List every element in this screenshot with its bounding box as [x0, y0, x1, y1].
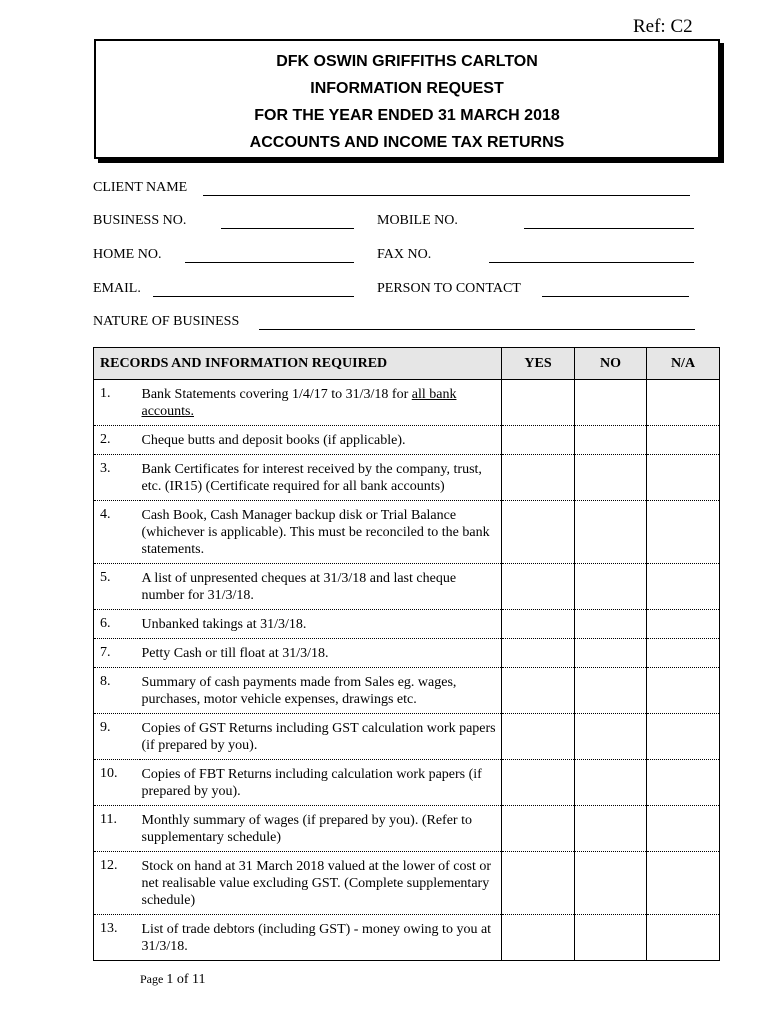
fax-no-field[interactable]: [489, 262, 694, 263]
yes-checkbox-cell[interactable]: [502, 455, 575, 501]
row-description-text: Bank Certificates for interest received by the company, trust, etc. (IR15) (Certificate required for all bank accounts): [141, 462, 482, 494]
no-column-header: NO: [575, 348, 647, 380]
business-no-label: BUSINESS NO.: [93, 213, 187, 228]
table-row: [94, 760, 720, 806]
page-footer: [140, 972, 205, 988]
nature-of-business-label: NATURE OF BUSINESS: [93, 314, 240, 329]
yes-checkbox-cell[interactable]: [502, 639, 575, 668]
no-checkbox-cell[interactable]: [575, 564, 647, 610]
form-subject: ACCOUNTS AND INCOME TAX RETURNS: [249, 134, 565, 151]
table-row: [94, 915, 720, 961]
table-row: [94, 639, 720, 668]
no-checkbox-cell[interactable]: [575, 610, 647, 639]
row-number: 3.: [94, 455, 140, 501]
na-checkbox-cell[interactable]: [647, 455, 720, 501]
row-description: [140, 501, 502, 564]
na-checkbox-cell[interactable]: [647, 564, 720, 610]
na-checkbox-cell[interactable]: [647, 668, 720, 714]
na-checkbox-cell[interactable]: [647, 380, 720, 426]
yes-checkbox-cell[interactable]: [502, 501, 575, 564]
na-checkbox-cell[interactable]: [647, 426, 720, 455]
row-description: [140, 668, 502, 714]
records-table: [93, 347, 720, 961]
page-number: 1 of 11: [166, 972, 206, 987]
table-row: [94, 852, 720, 915]
table-row: [94, 564, 720, 610]
row-number: 1.: [94, 380, 140, 426]
yes-checkbox-cell[interactable]: [502, 380, 575, 426]
row-description-text: Cash Book, Cash Manager backup disk or Trial Balance (whichever is applicable). This must be reconciled to the bank statements.: [141, 508, 490, 557]
no-checkbox-cell[interactable]: [575, 380, 647, 426]
row-description: [140, 714, 502, 760]
home-no-label: HOME NO.: [93, 247, 162, 262]
row-description-text: Summary of cash payments made from Sales eg. wages, purchases, motor vehicle expenses, drawings etc.: [141, 675, 457, 707]
email-field[interactable]: [153, 296, 354, 297]
table-row: [94, 501, 720, 564]
row-description: [140, 852, 502, 915]
row-description-text: Bank Statements covering 1/4/17 to 31/3/18 for: [141, 387, 412, 402]
table-row: [94, 610, 720, 639]
na-checkbox-cell[interactable]: [647, 714, 720, 760]
no-checkbox-cell[interactable]: [575, 501, 647, 564]
no-checkbox-cell[interactable]: [575, 714, 647, 760]
email-label: EMAIL.: [93, 281, 141, 296]
yes-checkbox-cell[interactable]: [502, 564, 575, 610]
na-checkbox-cell[interactable]: [647, 639, 720, 668]
page-word: Page: [140, 972, 164, 986]
form-title: INFORMATION REQUEST: [310, 80, 504, 97]
no-checkbox-cell[interactable]: [575, 639, 647, 668]
row-number: 13.: [94, 915, 140, 961]
row-number: 5.: [94, 564, 140, 610]
row-description: [140, 806, 502, 852]
yes-checkbox-cell[interactable]: [502, 668, 575, 714]
row-description: [140, 564, 502, 610]
row-description: [140, 380, 502, 426]
row-description-text: Stock on hand at 31 March 2018 valued at the lower of cost or net realisable value excluding GST. (Complete supplementary schedule): [141, 859, 492, 908]
row-description: [140, 455, 502, 501]
no-checkbox-cell[interactable]: [575, 668, 647, 714]
na-checkbox-cell[interactable]: [647, 852, 720, 915]
na-checkbox-cell[interactable]: [647, 806, 720, 852]
reference-code: Ref: C2: [633, 16, 693, 37]
records-column-header: RECORDS AND INFORMATION REQUIRED: [94, 348, 502, 380]
mobile-no-field[interactable]: [524, 228, 694, 229]
na-checkbox-cell[interactable]: [647, 501, 720, 564]
table-row: [94, 455, 720, 501]
row-description-text: Petty Cash or till float at 31/3/18.: [141, 646, 329, 661]
form-period: FOR THE YEAR ENDED 31 MARCH 2018: [254, 107, 560, 124]
row-description-text: A list of unpresented cheques at 31/3/18 and last cheque number for 31/3/18.: [141, 571, 457, 603]
row-number: 4.: [94, 501, 140, 564]
no-checkbox-cell[interactable]: [575, 852, 647, 915]
yes-column-header: YES: [502, 348, 575, 380]
row-description-text: Unbanked takings at 31/3/18.: [141, 617, 307, 632]
row-number: 2.: [94, 426, 140, 455]
row-number: 12.: [94, 852, 140, 915]
row-number: 9.: [94, 714, 140, 760]
row-description-underlined: all bank accounts.: [141, 387, 457, 419]
firm-name: DFK OSWIN GRIFFITHS CARLTON: [276, 53, 538, 70]
no-checkbox-cell[interactable]: [575, 915, 647, 961]
table-row: [94, 714, 720, 760]
table-row: [94, 380, 720, 426]
fax-no-label: FAX NO.: [377, 247, 432, 262]
row-number: 8.: [94, 668, 140, 714]
yes-checkbox-cell[interactable]: [502, 915, 575, 961]
home-no-field[interactable]: [185, 262, 354, 263]
row-number: 6.: [94, 610, 140, 639]
yes-checkbox-cell[interactable]: [502, 426, 575, 455]
business-no-field[interactable]: [221, 228, 354, 229]
client-name-label: CLIENT NAME: [93, 180, 188, 195]
yes-checkbox-cell[interactable]: [502, 760, 575, 806]
table-row: [94, 668, 720, 714]
na-checkbox-cell[interactable]: [647, 610, 720, 639]
row-description: [140, 760, 502, 806]
row-description-text: Monthly summary of wages (if prepared by you). (Refer to supplementary schedule): [141, 813, 472, 845]
no-checkbox-cell[interactable]: [575, 760, 647, 806]
na-checkbox-cell[interactable]: [647, 915, 720, 961]
yes-checkbox-cell[interactable]: [502, 806, 575, 852]
row-number: 10.: [94, 760, 140, 806]
row-description: [140, 915, 502, 961]
mobile-no-label: MOBILE NO.: [377, 213, 458, 228]
row-description: [140, 639, 502, 668]
nature-of-business-field[interactable]: [259, 329, 695, 330]
row-description: [140, 610, 502, 639]
row-number: 7.: [94, 639, 140, 668]
table-row: [94, 806, 720, 852]
table-row: [94, 426, 720, 455]
row-number: 11.: [94, 806, 140, 852]
yes-checkbox-cell[interactable]: [502, 714, 575, 760]
row-description-text: List of trade debtors (including GST) - money owing to you at 31/3/18.: [141, 922, 492, 954]
row-description: [140, 426, 502, 455]
person-to-contact-field[interactable]: [542, 296, 689, 297]
row-description-text: Copies of FBT Returns including calculation work papers (if prepared by you).: [141, 767, 482, 799]
no-checkbox-cell[interactable]: [575, 455, 647, 501]
no-checkbox-cell[interactable]: [575, 806, 647, 852]
yes-checkbox-cell[interactable]: [502, 852, 575, 915]
na-column-header: N/A: [647, 348, 720, 380]
na-checkbox-cell[interactable]: [647, 760, 720, 806]
row-description-text: Copies of GST Returns including GST calculation work papers (if prepared by you).: [141, 721, 496, 753]
no-checkbox-cell[interactable]: [575, 426, 647, 455]
client-name-field[interactable]: [203, 195, 690, 196]
yes-checkbox-cell[interactable]: [502, 610, 575, 639]
header-box: [94, 39, 720, 159]
row-description-text: Cheque butts and deposit books (if applicable).: [141, 433, 406, 448]
table-header-row: [94, 348, 720, 380]
person-to-contact-label: PERSON TO CONTACT: [377, 281, 521, 296]
